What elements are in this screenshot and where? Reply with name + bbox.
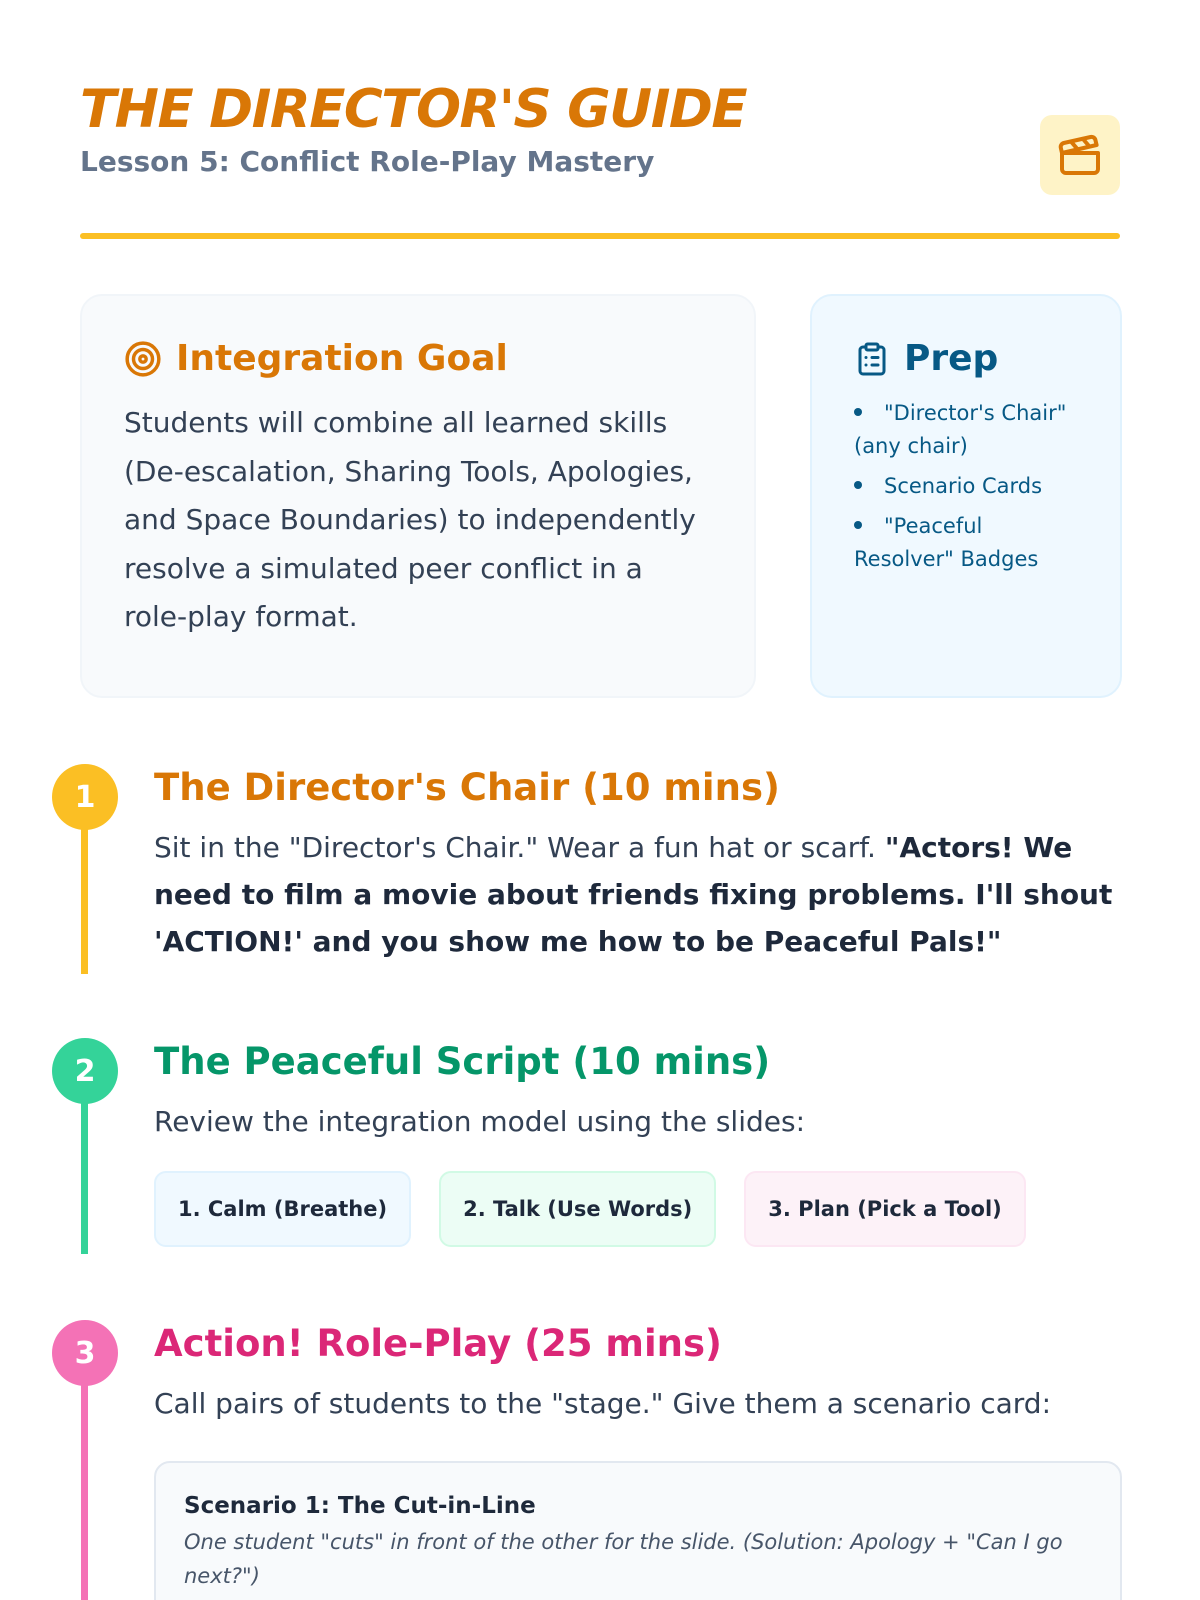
step-timeline-line: [81, 1380, 88, 1600]
clapperboard-icon: [1056, 131, 1104, 179]
page-header: [80, 78, 1120, 180]
clapperboard-badge: [1040, 115, 1120, 195]
step-timeline-line: [81, 824, 88, 974]
step-text: Review the integration model using the slides:: [154, 1105, 805, 1138]
scenario-description: One student "cuts" in front of the other for the slide. (Solution: Apology + "Can I go next?"): [184, 1530, 1063, 1588]
integration-goal-text: Students will combine all learned skills (De-escalation, Sharing Tools, Apologies, and Space Boundaries) to independently resolve a simulated peer conflict in a role-play format.: [124, 406, 696, 633]
script-steps: [154, 1171, 1122, 1247]
prep-item: "Peaceful Resolver" Badges: [854, 514, 1039, 571]
script-pill-calm: 1. Calm (Breathe): [154, 1171, 411, 1247]
step-number-badge: 3: [52, 1320, 118, 1386]
prep-list: [854, 397, 1078, 576]
step-title: The Peaceful Script (10 mins): [154, 1040, 771, 1083]
script-pill-plan: 3. Plan (Pick a Tool): [744, 1171, 1026, 1247]
script-pill-talk: 2. Talk (Use Words): [439, 1171, 716, 1247]
target-icon: [124, 340, 162, 378]
integration-goal-card: [80, 294, 756, 698]
prep-item: "Director's Chair" (any chair): [854, 401, 1067, 458]
page-title: THE DIRECTOR'S GUIDE: [80, 79, 747, 140]
prep-item: Scenario Cards: [854, 470, 1078, 503]
scenario-card: [154, 1461, 1122, 1600]
step-2: [52, 1038, 1122, 1258]
prep-card: [810, 294, 1122, 698]
scenario-title: Scenario 1: The Cut-in-Line: [184, 1493, 536, 1519]
step-text: Sit in the "Director's Chair." Wear a fun hat or scarf. "Actors! We need to film a movie about friends fixing problems. I'll shout 'ACTION!' and you show me how to be Peaceful Pals!": [154, 831, 1113, 958]
prep-title: Prep: [904, 338, 999, 379]
step-3: [52, 1320, 1122, 1600]
step-number-badge: 2: [52, 1038, 118, 1104]
step-text: Call pairs of students to the "stage." Give them a scenario card:: [154, 1387, 1052, 1420]
clipboard-list-icon: [854, 341, 890, 377]
page-subtitle: Lesson 5: Conflict Role-Play Mastery: [80, 145, 655, 178]
step-title: The Director's Chair (10 mins): [154, 766, 780, 809]
step-1: [52, 764, 1122, 974]
step-title: Action! Role-Play (25 mins): [154, 1322, 722, 1365]
step-timeline-line: [81, 1098, 88, 1254]
header-divider: [80, 233, 1120, 239]
step-number-badge: 1: [52, 764, 118, 830]
integration-goal-title: Integration Goal: [176, 338, 508, 379]
